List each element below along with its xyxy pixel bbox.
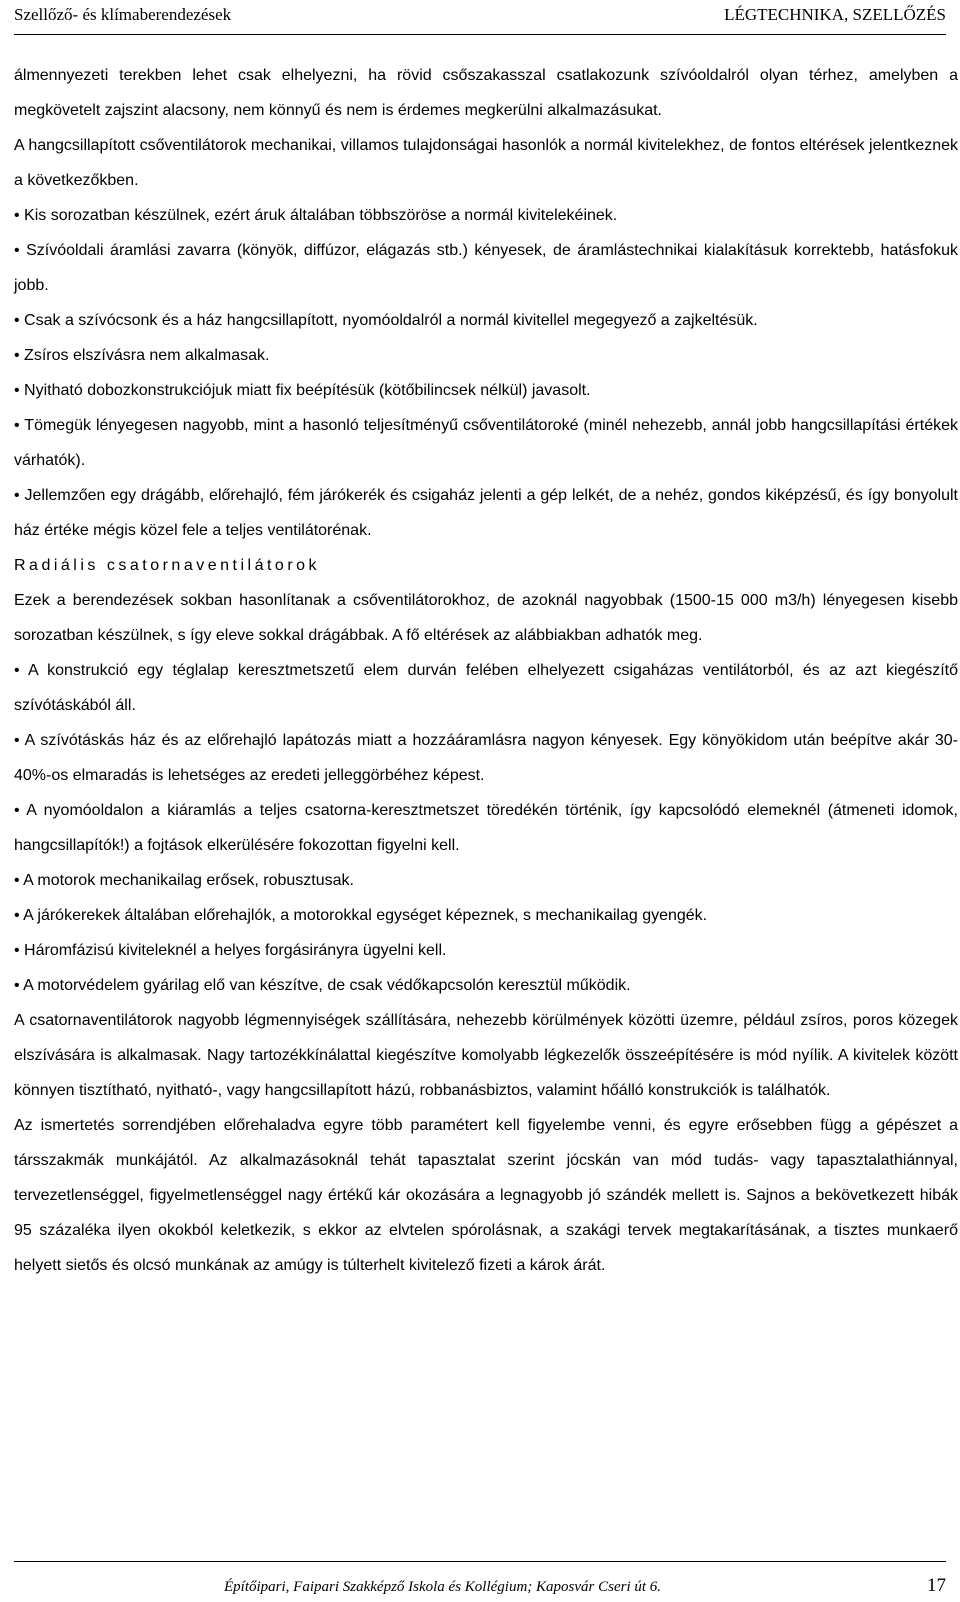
paragraph: Az ismertetés sorrendjében előrehaladva egyre több paramétert kell figyelembe venni, és egyre erősebben függ a gépészet a társszakmák munkájától. Az alkalmazásoknál tehát tapasztalat szerint jócskán van mód tudás- vagy tapasztalathiánnyal, tervezetlenséggel, figyelmetlenséggel nagy értékű kár okozására a legnagyobb jó szándék mellett is. Sajnos a bekövetkezett hibák 95 százaléka ilyen okokból keletkezik, s ekkor az elvtelen spórolásnak, a szakági tervek megtakarításának, a tisztes munkaerő helyett sietős és olcsó munkának az amúgy is túlterhelt kivitelező fizeti a károk árát. (14, 1117, 958, 1274)
bullet-item: • Zsíros elszívásra nem alkalmasak. (14, 347, 270, 364)
bullet-item: • Nyitható dobozkonstrukciójuk miatt fix beépítésük (kötőbilincsek nélkül) javasolt. (14, 382, 591, 399)
header-left-title: Szellőző- és klímaberendezések (14, 5, 232, 24)
bullet-item: • A motorvédelem gyárilag elő van készítve, de csak védőkapcsolón keresztül működik. (14, 977, 631, 994)
paragraph: álmennyezeti terekben lehet csak elhelyezni, ha rövid csőszakasszal csatlakozunk szívóoldalról olyan térhez, amelyben a megkövetelt zajszint alacsony, nem könnyű és nem is érdemes megkerülni alkalmazásukat. (14, 67, 958, 119)
page-number: 17 (927, 1575, 946, 1596)
page-footer (14, 1561, 946, 1602)
bullet-item: • Jellemzően egy drágább, előrehajló, fém járókerék és csigaház jelenti a gép lelkét, de a nehéz, gondos kiképzésű, és így bonyolult ház értéke mégis közel fele a teljes ventilátorénak. (14, 487, 958, 539)
bullet-item: • A nyomóoldalon a kiáramlás a teljes csatorna-keresztmetszet töredékén történik, így kapcsolódó elemeknél (átmeneti idomok, hangcsillapítók!) a fojtások elkerülésére fokozottan figyelni kell. (14, 802, 958, 854)
bullet-item: • Szívóoldali áramlási zavarra (könyök, diffúzor, elágazás stb.) kényesek, de áramlástechnikai kialakításuk korrektebb, hatásfokuk jobb. (14, 242, 958, 294)
bullet-item: • A szívótáskás ház és az előrehajló lapátozás miatt a hozzááramlásra nagyon kényesek. Egy könyökidom után beépítve akár 30-40%-os elmaradás is lehetséges az eredeti jelleggörbéhez képest. (14, 732, 958, 784)
bullet-item: • Tömegük lényegesen nagyobb, mint a hasonló teljesítményű csőventilátoroké (minél nehezebb, annál jobb hangcsillapítási értékek várhatók). (14, 417, 958, 469)
bullet-item: • A konstrukció egy téglalap keresztmetszetű elem durván felében elhelyezett csigaházas ventilátorból, és az azt kiegészítő szívótáskából áll. (14, 662, 958, 714)
document-body (14, 58, 958, 1283)
bullet-item: • Kis sorozatban készülnek, ezért áruk általában többszöröse a normál kivitelekéinek. (14, 207, 618, 224)
footer-school-name: Építőipari, Faipari Szakképző Iskola és Kollégium; Kaposvár Cseri út 6. (224, 1579, 662, 1595)
bullet-item: • A járókerekek általában előrehajlók, a motorokkal egységet képeznek, s mechanikailag gyengék. (14, 907, 708, 924)
bullet-item: • Háromfázisú kiviteleknél a helyes forgásirányra ügyelni kell. (14, 942, 447, 959)
paragraph: A hangcsillapított csőventilátorok mechanikai, villamos tulajdonságai hasonlók a normál kivitelekhez, de fontos eltérések jelentkeznek a következőkben. (14, 137, 958, 189)
paragraph: A csatornaventilátorok nagyobb légmennyiségek szállítására, nehezebb körülmények közötti üzemre, például zsíros, poros közegek elszívására is alkalmasak. Nagy tartozékkínálattal kiegészítve komolyabb légkezelők összeépítésére is mód nyílik. A kivitelek között könnyen tisztítható, nyitható-, vagy hangcsillapított házú, robbanásbiztos, valamint hőálló konstrukciók is találhatók. (14, 1012, 958, 1099)
bullet-item: • Csak a szívócsonk és a ház hangcsillapított, nyomóoldalról a normál kivitellel megegyező a zajkeltésük. (14, 312, 758, 329)
header-right-title: LÉGTECHNIKA, SZELLŐZÉS (724, 5, 946, 24)
bullet-item: • A motorok mechanikailag erősek, robusztusak. (14, 872, 354, 889)
paragraph: Ezek a berendezések sokban hasonlítanak a csőventilátorokhoz, de azoknál nagyobbak (1500-15 000 m3/h) lényegesen kisebb sorozatban készülnek, s így eleve sokkal drágábbak. A fő eltérések az alábbiakban adhatók meg. (14, 592, 958, 644)
section-heading: Radiális csatornaventilátorok (14, 557, 321, 574)
page-header (14, 0, 946, 35)
